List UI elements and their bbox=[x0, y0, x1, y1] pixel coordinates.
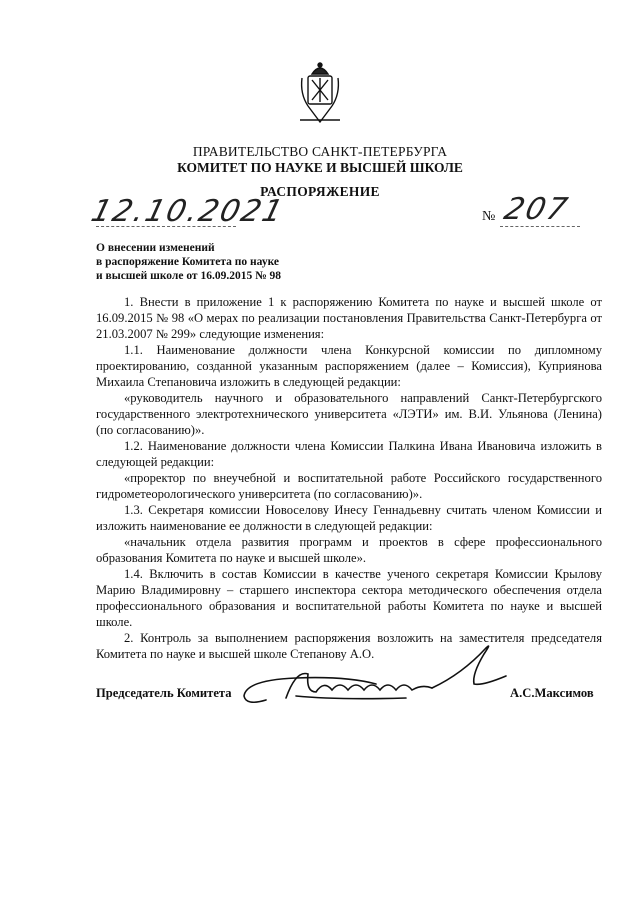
paragraph: 1.2. Наименование должности члена Комиссии Палкина Ивана Ивановича изложить в следующей редакции: bbox=[96, 439, 602, 469]
handwritten-number: 207 bbox=[500, 192, 573, 227]
paragraph: 2. Контроль за выполнением распоряжения возложить на заместителя председателя Комитета по науке и высшей школе Степанову А.О. bbox=[96, 631, 602, 661]
subject-line: О внесении изменений bbox=[96, 242, 215, 254]
date-underline bbox=[96, 226, 236, 227]
document-type: РАСПОРЯЖЕНИЕ bbox=[260, 184, 380, 199]
subject-line: в распоряжение Комитета по науке bbox=[96, 256, 280, 268]
handwritten-date: 12.10.2021 bbox=[87, 194, 289, 229]
number-label: № bbox=[482, 209, 496, 224]
number-underline bbox=[500, 226, 580, 227]
paragraph: «проректор по внеучебной и воспитательной работе Российского государственного гидрометеорологического университета (по согласованию)». bbox=[96, 471, 602, 501]
paragraph: 1.1. Наименование должности члена Конкурсной комиссии по дипломному проектированию, созданной указанным распоряжением (далее – Комиссия), Куприянова Михаила Степановича изложить в следующей редакции: bbox=[96, 343, 602, 389]
document-subject bbox=[96, 241, 356, 283]
coat-of-arms-icon bbox=[298, 60, 342, 126]
paragraph: 1.4. Включить в состав Комиссии в качестве ученого секретаря Комиссии Крылову Марию Владимировну – старшего инспектора сектора методического обеспечения отдела профессионального образования и воспитательной работы Комитета по науке и высшей школе. bbox=[96, 567, 602, 629]
signature-block bbox=[0, 680, 640, 720]
signatory-title: Председатель Комитета bbox=[96, 686, 232, 700]
paragraph: 1.3. Секретаря комиссии Новоселову Инесу Геннадьевну считать членом Комиссии и изложить наименование ее должности в следующей редакции: bbox=[96, 503, 602, 533]
paragraph: 1. Внести в приложение 1 к распоряжению Комитета по науке и высшей школе от 16.09.2015 № 98 «О мерах по реализации постановления Правительства Санкт-Петербурга от 21.03.2007 № 299» следующие изменения: bbox=[96, 295, 602, 341]
government-name: ПРАВИТЕЛЬСТВО САНКТ-ПЕТЕРБУРГА bbox=[192, 144, 448, 159]
handwritten-signature-icon bbox=[236, 640, 516, 720]
document-body bbox=[96, 294, 602, 662]
paragraph: «начальник отдела развития программ и проектов в сфере профессионального образования Комитета по науке и высшей школе». bbox=[96, 535, 602, 565]
paragraph: «руководитель научного и образовательного направлений Санкт-Петербургского государственного электротехнического университета «ЛЭТИ» им. В.И. Ульянова (Ленина) (по согласованию)». bbox=[96, 391, 602, 437]
committee-name: КОМИТЕТ ПО НАУКЕ И ВЫСШЕЙ ШКОЛЕ bbox=[177, 160, 463, 175]
signatory-name: А.С.Максимов bbox=[510, 686, 594, 700]
subject-line: и высшей школе от 16.09.2015 № 98 bbox=[96, 270, 281, 282]
